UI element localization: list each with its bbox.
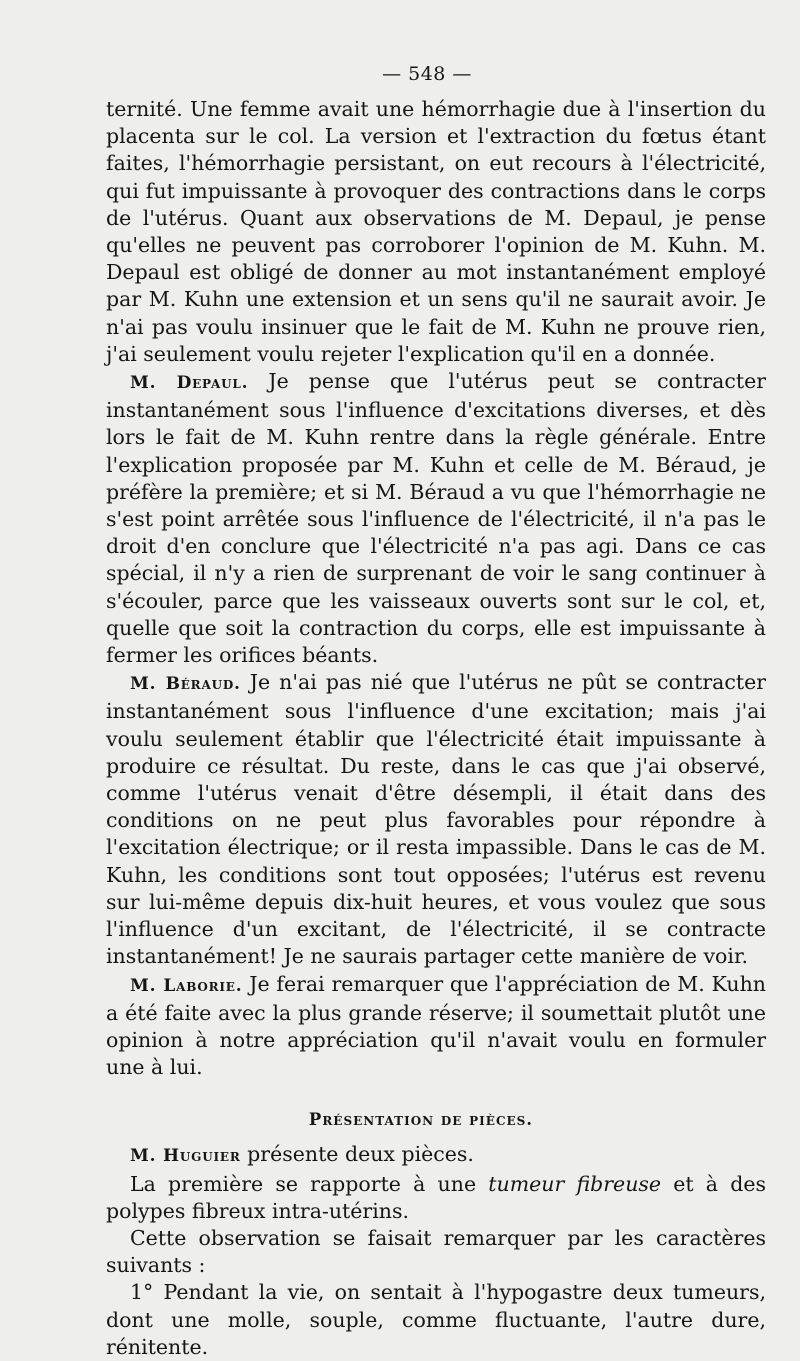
paragraph-text: et à des polypes fibreux intra-utérins.	[106, 1171, 766, 1223]
paragraph-text: La première se rapporte à une	[130, 1171, 489, 1196]
paragraph-text: Je ferai remarquer que l'appréciation de M. Kuhn a été faite avec la plus grande réserve; il soumettait plutôt une opinion à notre appréciation qu'il n'avait voulu en formuler une à lui.	[106, 971, 766, 1080]
paragraph-beraud	[106, 669, 766, 970]
page-number: — 548 —	[382, 63, 472, 85]
italic-term: tumeur fibreuse	[488, 1171, 662, 1196]
speaker-name: M. Depaul.	[130, 373, 249, 394]
paragraph-premiere	[106, 1171, 766, 1225]
paragraph-continuation	[106, 96, 766, 368]
speaker-name: M. Laborie.	[130, 975, 243, 996]
speaker-name: M. Huguier	[130, 1146, 241, 1167]
paragraph-caracteres	[106, 1225, 766, 1279]
paragraph-huguier	[106, 1141, 766, 1170]
paragraph-text: ternité. Une femme avait une hémorrhagie due à l'insertion du placenta sur le col. La version et l'extraction du fœtus étant faites, l'hémorrhagie persistant, on eut recours à l'électricité, qui fut impuissante à provoquer des contractions dans le corps de l'utérus. Quant aux observations de M. Depaul, je pense qu'elles ne peuvent pas corroborer l'opinion de M. Kuhn. M. Depaul est obligé de donner au mot instantanément employé par M. Kuhn une extension et un sens qu'il ne saurait avoir. Je n'ai pas voulu insinuer que le fait de M. Kuhn ne prouve rien, j'ai seulement voulu rejeter l'explication qu'il en a donnée.	[106, 97, 766, 366]
section-heading: Présentation de pièces.	[308, 1110, 534, 1130]
paragraph-laborie	[106, 971, 766, 1082]
paragraph-text: 1° Pendant la vie, on sentait à l'hypogastre deux tumeurs, dont une molle, souple, comme fluctuante, l'autre dure, rénitente.	[106, 1280, 766, 1359]
speaker-name: M. Béraud.	[130, 674, 241, 695]
paragraph-text: Cette observation se faisait remarquer par les caractères suivants :	[106, 1225, 766, 1278]
paragraph-depaul	[106, 368, 766, 669]
paragraph-text: Je pense que l'utérus peut se contracter instantanément sous l'influence d'excitations diverses, et dès lors le fait de M. Kuhn rentre dans la règle générale. Entre l'explication proposée par M. Kuhn et celle de M. Béraud, je préfère la première; et si M. Béraud a vu que l'hémorrhagie ne s'est point arrêtée sous l'influence de l'électricité, il n'a pas le droit d'en conclure que l'électricité n'a pas agi. Dans ce cas spécial, il n'y a rien de surprenant de voir le sang continuer à s'écouler, parce que les vaisseaux ouverts sont sur le col, et, quelle que soit la contraction du corps, elle est impuissante à fermer les orifices béants.	[106, 369, 767, 668]
paragraph-text: présente deux pièces.	[240, 1142, 474, 1167]
paragraph-text: Je n'ai pas nié que l'utérus ne pût se contracter instantanément sous l'influence d'une excitation; mais j'ai voulu seulement établir que l'électricité était impuissante à produire ce résultat. Du reste, dans le cas que j'ai observé, comme l'utérus venait d'être désempli, il était dans des conditions on ne peut plus favorables pour répondre à l'excitation électrique; or il resta impassible. Dans le cas de M. Kuhn, les conditions sont tout opposées; l'utérus est revenu sur lui-même depuis dix-huit heures, et vous voulez que sous l'influence d'un excitant, de l'électricité, il se contracte instantanément! Je ne saurais partager cette manière de voir.	[106, 670, 766, 969]
